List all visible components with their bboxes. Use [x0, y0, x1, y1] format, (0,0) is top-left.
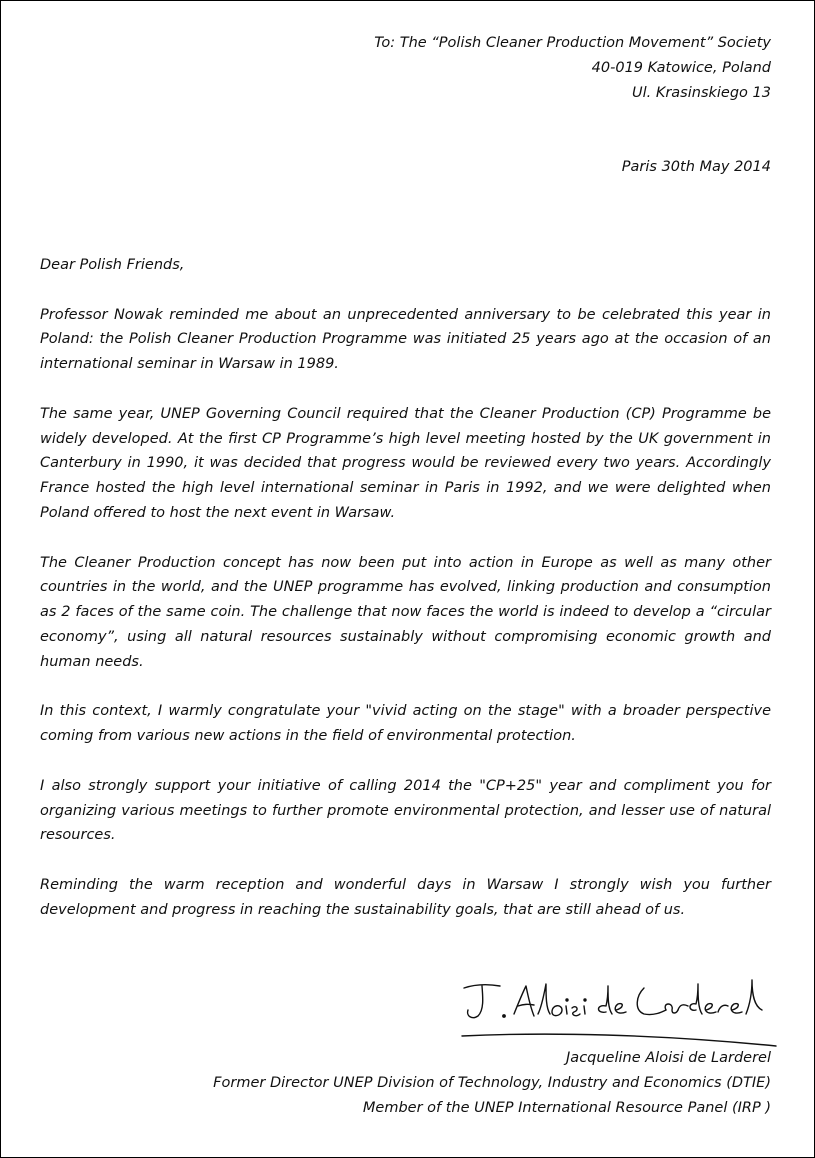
recipient-line-2: 40-019 Katowice, Poland [591, 59, 771, 76]
paragraph-5: I also strongly support your initiative of calling 2014 the "CP+25" year and compliment you for organizing various meetings to further promote environmental protection, and lesser use of natural resources. [40, 777, 771, 844]
handwritten-signature [456, 966, 786, 1056]
paragraph-1: Professor Nowak reminded me about an unprecedented anniversary to be celebrated this year in Poland: the Polish Cleaner Production Programme was initiated 25 years ago at the occasion of an international seminar in Warsaw in 1989. [40, 306, 771, 373]
paragraph-2: The same year, UNEP Governing Council required that the Cleaner Production (CP) Programme be widely developed. At the first CP Programme’s high level meeting hosted by the UK government in Canterbury in 1990, it was decided that progress would be reviewed every two years. Accordingly France hosted the high level international seminar in Paris in 1992, and we were delighted when Poland offered to host the next event in Warsaw. [40, 405, 771, 521]
signatory-title-2: Member of the UNEP International Resource Panel (IRP ) [362, 1099, 771, 1116]
recipient-line-1: To: The “Polish Cleaner Production Movement” Society [374, 35, 771, 51]
signatory-block [40, 1046, 771, 1120]
signatory-title-1: Former Director UNEP Division of Technology, Industry and Economics (DTIE) [213, 1074, 771, 1091]
recipient-line-3: Ul. Krasinskiego 13 [631, 84, 771, 101]
letter-body [40, 253, 771, 947]
signatory-name: Jacqueline Aloisi de Larderel [566, 1050, 771, 1066]
paragraph-4: In this context, I warmly congratulate your "vivid acting on the stage" with a broader perspective coming from various new actions in the field of environmental protection. [40, 703, 771, 745]
letter-date: Paris 30th May 2014 [621, 159, 771, 175]
recipient-address [40, 31, 771, 105]
paragraph-3: The Cleaner Production concept has now been put into action in Europe as well as many other countries in the world, and the UNEP programme has evolved, linking production and consumption as 2 faces of the same coin. The challenge that now faces the world is indeed to develop a “circular economy”, using all natural resources sustainably without compromising economic growth and human needs. [40, 554, 771, 670]
signature-drawing [456, 966, 786, 1056]
salutation: Dear Polish Friends, [40, 257, 185, 273]
paragraph-6: Reminding the warm reception and wonderful days in Warsaw I strongly wish you further development and progress in reaching the sustainability goals, that are still ahead of us. [40, 876, 771, 918]
